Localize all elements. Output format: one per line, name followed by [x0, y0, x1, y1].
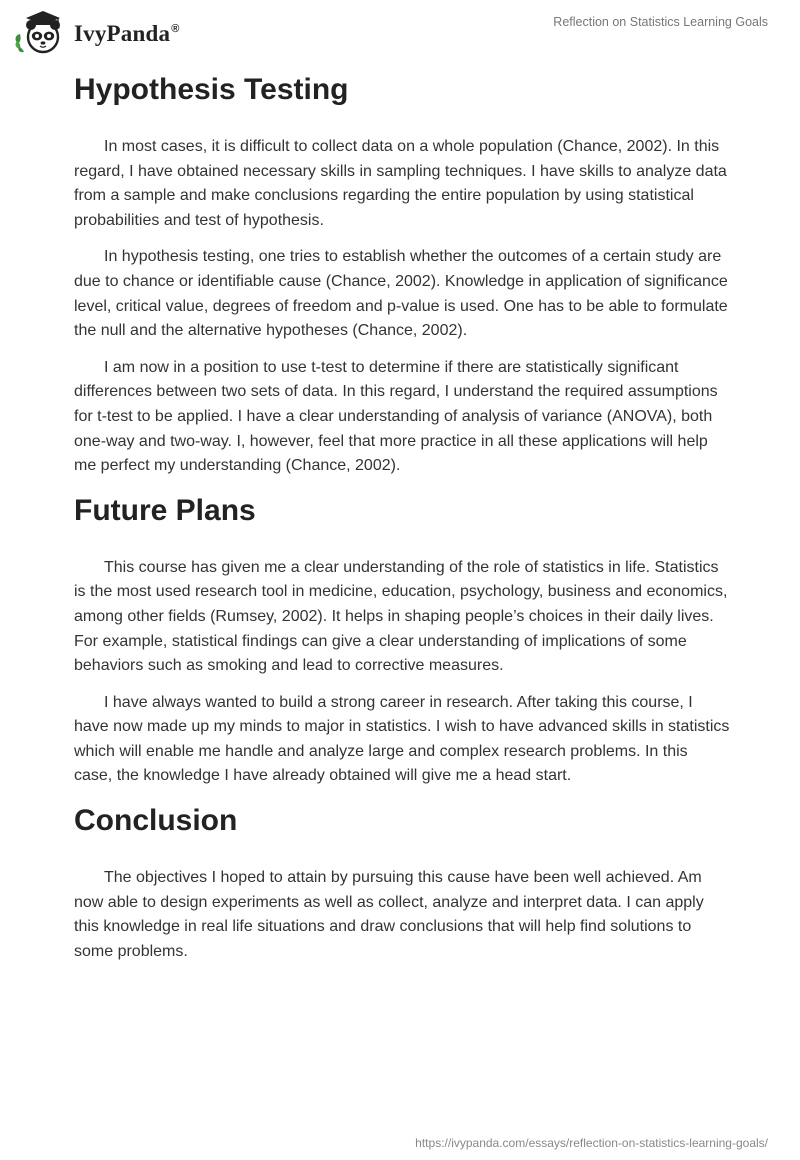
section-conclusion: [74, 801, 730, 964]
paragraph: The objectives I hoped to attain by pursuing this cause have been well achieved. Am now able to design experiments as well as collect, analyze and interpret data. I can apply this knowledge in real life situations and draw conclusions that will help find solutions to some problems.: [74, 869, 704, 960]
brand-name: IvyPanda®: [74, 21, 180, 46]
paragraph: This course has given me a clear understanding of the role of statistics in life. Statistics is the most used research tool in medicine, education, psychology, business and economics, among other fields (Rumsey, 2002). It helps in shaping people’s choices in their daily lives. For example, statistical findings can give a clear understanding of implications of some behaviors such as smoking and lead to corrective measures.: [74, 558, 728, 675]
source-url-link[interactable]: https://ivypanda.com/essays/reflection-on-statistics-learning-goals/: [415, 1136, 768, 1150]
paragraph: I am now in a position to use t-test to determine if there are statistically significant differences between two sets of data. In this regard, I understand the required assumptions for t-test to be applied. I have a clear understanding of analysis of variance (ANOVA), both one-way and two-way. I, however, feel that more practice in all these applications will help me perfect my understanding (Chance, 2002).: [74, 358, 718, 475]
paragraph: I have always wanted to build a strong career in research. After taking this course, I have now made up my minds to major in statistics. I wish to have advanced skills in statistics which will enable me handle and analyze large and complex research problems. In this case, the knowledge I have already obtained will give me a head start.: [74, 693, 730, 785]
paragraph: In hypothesis testing, one tries to establish whether the outcomes of a certain study are due to chance or identifiable cause (Chance, 2002). Knowledge in application of significance level, critical value, degrees of freedom and p-value is used. One has to be able to formulate the null and the alternative hypotheses (Chance, 2002).: [74, 248, 728, 340]
header-page-title: Reflection on Statistics Learning Goals: [553, 15, 768, 29]
section-heading: Future Plans: [74, 493, 256, 527]
page-header: [0, 0, 800, 62]
section-heading: Hypothesis Testing: [74, 73, 349, 106]
paragraph: In most cases, it is difficult to collect data on a whole population (Chance, 2002). In this regard, I have obtained necessary skills in sampling techniques. I have skills to analyze data from a sample and make conclusions regarding the entire population by using statistical probabilities and test of hypothesis.: [74, 138, 727, 229]
section-future-plans: [74, 491, 730, 789]
panda-graduate-icon: [12, 8, 72, 56]
section-heading: Conclusion: [74, 804, 238, 838]
registered-mark: ®: [171, 23, 180, 36]
essay-content: [74, 70, 730, 964]
ivypanda-logo[interactable]: [12, 8, 180, 56]
section-hypothesis-testing: [74, 70, 730, 479]
